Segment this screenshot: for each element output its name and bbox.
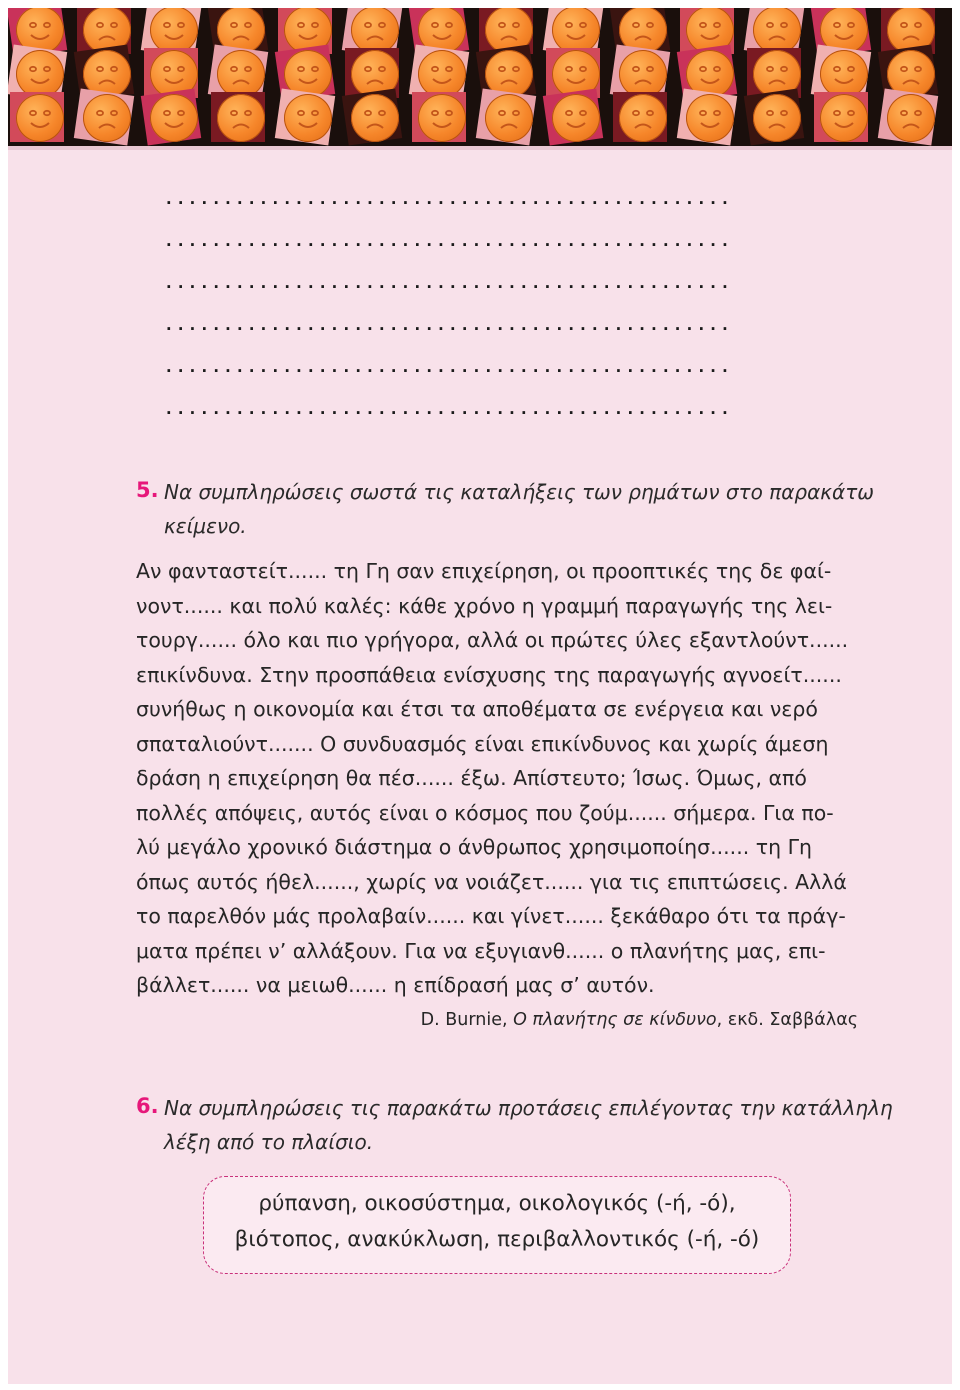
banner-tile	[83, 94, 131, 142]
citation-author: D. Burnie,	[420, 1010, 514, 1030]
banner-tile	[552, 94, 600, 142]
sad-face-icon	[887, 94, 935, 142]
answer-line-4[interactable]: ................................................	[164, 320, 732, 330]
citation-publisher: , εκδ. Σαββάλας	[716, 1010, 858, 1030]
exercise-6-instruction-line-1: Να συμπληρώσεις τις παρακάτω προτάσεις επιλέγοντας την κατάλληλη	[164, 1096, 893, 1120]
exercise-5-instruction	[164, 475, 894, 543]
text-line: όπως αυτός ήθελ......, χωρίς να νοιάζετ...... για τις επιπτώσεις. Αλλά	[136, 869, 847, 894]
text-line: βάλλετ...... να μειωθ...... η επίδρασή μας σ’ αυτόν.	[136, 973, 655, 997]
citation-title: Ο πλανήτης σε κίνδυνο	[513, 1010, 717, 1030]
answer-line-6[interactable]: ................................................	[164, 404, 732, 414]
text-line: δράση η επιχείρηση θα πέσ...... έξω. Απίστευτο; Ίσως. Όμως, από	[136, 766, 807, 790]
exercise-6-instruction	[164, 1091, 894, 1159]
answer-line-1[interactable]: ................................................	[164, 194, 732, 204]
banner-tile	[284, 94, 332, 142]
sad-face-icon	[753, 94, 801, 142]
smiley-face-icon	[418, 50, 466, 98]
banner-tile	[887, 94, 935, 142]
word-box	[203, 1176, 791, 1274]
smiley-face-icon	[820, 94, 868, 142]
exercise-5-instruction-line-1: Να συμπληρώσεις σωστά τις καταλήξεις των ρημάτων στο παρακάτω	[164, 480, 875, 504]
smiley-face-icon	[686, 94, 734, 142]
exercise-5-number: 5.	[136, 478, 159, 502]
citation	[421, 1010, 858, 1030]
sad-face-icon	[83, 94, 131, 142]
banner-tile	[753, 94, 801, 142]
banner-tile	[217, 50, 265, 98]
smiley-face-icon	[16, 50, 64, 98]
text-line: το παρελθόν μάς προλαβαίν...... και γίνετ...... ξεκάθαρο ότι τα πράγ-	[136, 904, 846, 928]
banner-tile	[619, 50, 667, 98]
banner-tile	[217, 94, 265, 142]
smiley-face-icon	[16, 94, 64, 142]
text-line: νοντ...... και πολύ καλές: κάθε χρόνο η γραμμή παραγωγής της λει-	[136, 593, 833, 618]
text-line: ματα πρέπει ν’ αλλάξουν. Για να εξυγιανθ...... ο πλανήτης μας, επι-	[136, 938, 826, 963]
smiley-face-icon	[150, 94, 198, 142]
smiley-face-icon	[418, 94, 466, 142]
banner-tile	[16, 50, 64, 98]
exercise-5-instruction-line-2: κείμενο.	[164, 514, 247, 538]
word-box-line-2: βιότοπος, ανακύκλωση, περιβαλλοντικός (-ή, -ό)	[234, 1227, 760, 1252]
text-line: Αν φανταστείτ...... τη Γη σαν επιχείρηση, οι προοπτικές της δε φαί-	[136, 559, 832, 583]
workbook-page	[8, 8, 952, 1384]
banner-tile	[686, 94, 734, 142]
text-line: επικίνδυνα. Στην προσπάθεια ενίσχυσης της παραγωγής αγνοείτ......	[136, 662, 842, 687]
banner-tile	[820, 50, 868, 98]
text-line: συνήθως η οικονομία και έτσι τα αποθέματα σε ενέργεια και νερό	[136, 697, 818, 721]
banner-divider	[8, 146, 952, 150]
sad-face-icon	[217, 94, 265, 142]
sad-face-icon	[351, 94, 399, 142]
banner-tile	[16, 94, 64, 142]
text-line: τουργ...... όλο και πιο γρήγορα, αλλά οι πρώτες ύλες εξαντλούντ......	[136, 628, 849, 652]
banner-tile	[820, 94, 868, 142]
exercise-6-instruction-line-2: λέξη από το πλαίσιο.	[164, 1130, 374, 1154]
text-line: λύ μεγάλο χρονικό διάστημα ο άνθρωπος χρησιμοποίησ...... τη Γη	[136, 835, 813, 859]
smiley-face-icon	[820, 50, 868, 98]
decorative-banner	[8, 8, 952, 146]
answer-line-3[interactable]: ................................................	[164, 278, 732, 288]
smiley-face-icon	[552, 94, 600, 142]
sad-face-icon	[485, 94, 533, 142]
banner-tile	[351, 94, 399, 142]
banner-tile	[418, 50, 466, 98]
exercise-6-number: 6.	[136, 1094, 159, 1118]
sad-face-icon	[619, 50, 667, 98]
banner-tile	[150, 94, 198, 142]
sad-face-icon	[619, 94, 667, 142]
text-line: σπαταλιούντ....... Ο συνδυασμός είναι επικίνδυνος και χωρίς άμεση	[136, 731, 829, 756]
banner-tile	[485, 94, 533, 142]
exercise-5-text	[136, 554, 868, 1003]
text-line: πολλές απόψεις, αυτός είναι ο κόσμος που ζούμ...... σήμερα. Για πο-	[136, 800, 834, 825]
word-box-line-1: ρύπανση, οικοσύστημα, οικολογικός (-ή, -ό),	[258, 1191, 736, 1216]
answer-line-5[interactable]: ................................................	[164, 362, 732, 372]
banner-tile	[418, 94, 466, 142]
answer-line-2[interactable]: ................................................	[164, 236, 732, 246]
banner-tile	[619, 94, 667, 142]
smiley-face-icon	[284, 94, 332, 142]
sad-face-icon	[217, 50, 265, 98]
